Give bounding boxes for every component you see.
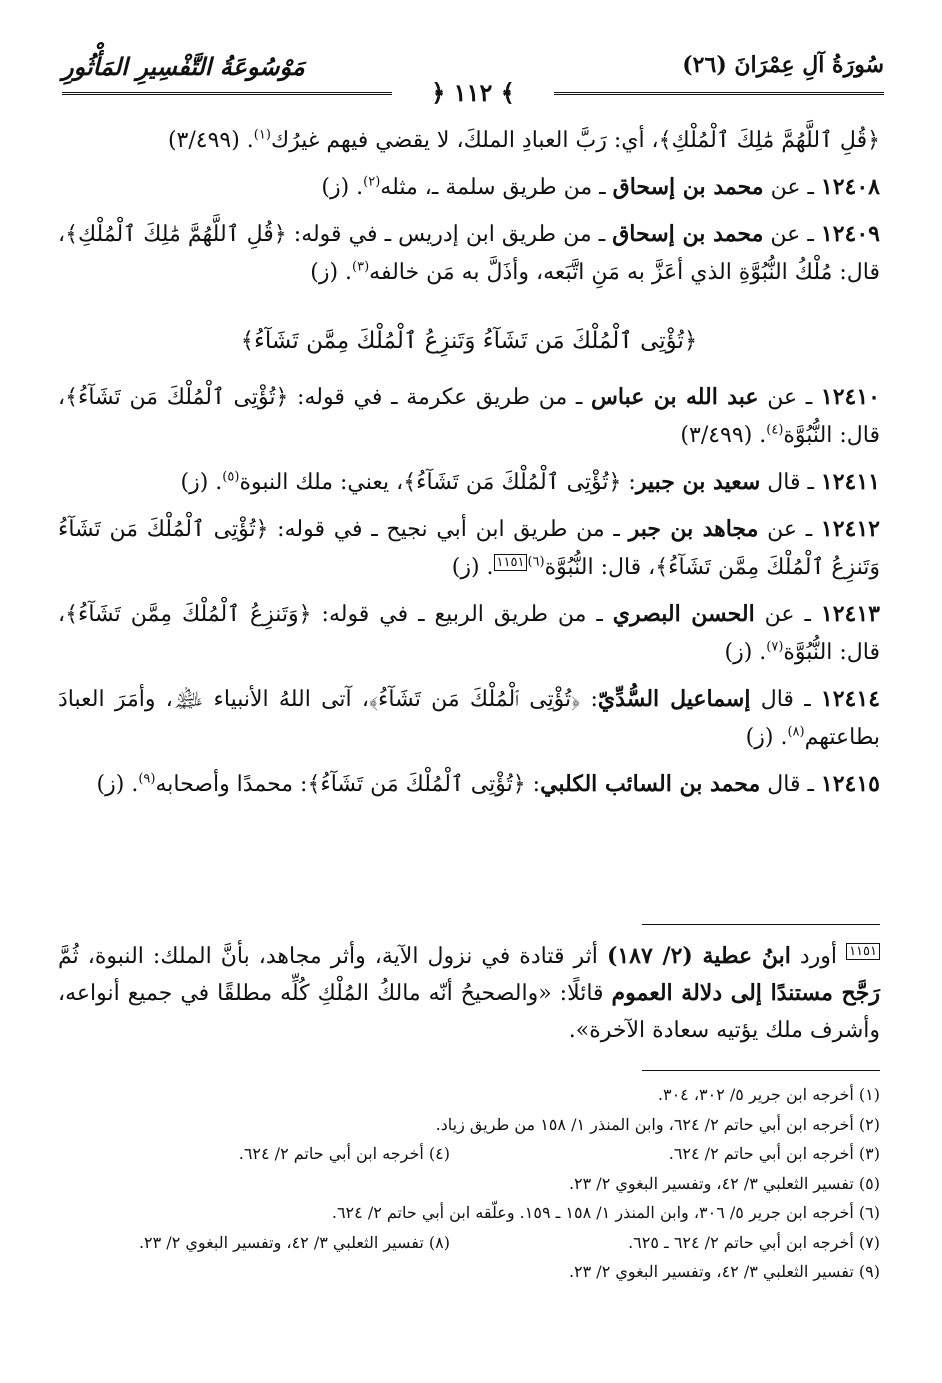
commentary-number: ١١٥١	[846, 943, 880, 960]
entry-text: ، قال: النُّبُوَّة	[544, 555, 656, 580]
book-title: مَوْسُوعَةُ التَّفْسِيرِ المَأْثُورِ	[62, 52, 305, 81]
entry-text: ـ عن	[758, 385, 821, 410]
entry-12411	[58, 463, 880, 502]
entry-text: ـ عن	[754, 602, 821, 627]
footnote-row	[58, 1110, 880, 1140]
entry-text: ـ قال	[750, 687, 821, 712]
commentary-note	[58, 938, 880, 1049]
narrator-name: محمد بن السائب الكلبي	[540, 771, 761, 797]
entry-number: ١٢٤٠٩	[820, 221, 880, 247]
commentary-divider	[642, 924, 880, 925]
entry-text: ـ عن	[758, 517, 821, 542]
volume-reference: . (٣/٤٩٩)	[167, 128, 254, 153]
entry-text: ، قال: النُّبُوَّة	[58, 385, 880, 448]
footnote-marker: (٨)	[787, 724, 805, 740]
narrator-name: الحسن البصري	[612, 601, 755, 627]
quran-verse: ﴿تُؤْتِى ٱلْمُلْكَ مَن تَشَآءُ﴾	[65, 385, 289, 410]
narrator-name: محمد بن إسحاق	[612, 174, 764, 200]
entry-text: ـ من طريق سلمة ـ، مثله	[380, 175, 613, 200]
verse-section-heading: ﴿تُؤْتِى ٱلْمُلْكَ مَن تَشَآءُ وَتَنزِعُ ٱلْمُلْكَ مِمَّن تَشَآءُ﴾	[240, 328, 698, 354]
footnote-marker: (٧)	[766, 639, 784, 655]
entry-12413	[58, 595, 880, 672]
entry-end: . (ز)	[310, 260, 353, 285]
entry-number: ١٢٤١٢	[820, 516, 880, 542]
entry-text: ـ عن	[763, 222, 821, 247]
entry-number: ١٢٤١١	[820, 469, 880, 495]
footnote-row	[58, 1139, 880, 1169]
entry-text: :	[580, 687, 598, 712]
entry-text: ، قال: النُّبُوَّة	[58, 602, 880, 665]
quran-verse: ﴿تُؤْتِى ٱلْمُلْكَ مَن تَشَآءُ﴾	[307, 772, 526, 797]
footnote-marker: (٦)	[527, 554, 545, 570]
entry-text: ، قال: مُلْكُ النُّبُوَّةِ الذي أعَزَّ به مَنِ اتَّبَعه، وأذَلَّ به مَن خالفه	[58, 222, 880, 285]
narrator-name: محمد بن إسحاق	[612, 221, 764, 247]
note-text: أورد	[790, 944, 847, 969]
narrator-name: إسماعيل السُّدِّيّ	[597, 686, 751, 712]
footnote-marker: (٤)	[766, 422, 784, 438]
footnote-6: (٦) أخرجه ابن جرير ٥/ ٣٠٦، وابن المنذر ١/ ١٥٨ ـ ١٥٩. وعلّقه ابن أبي حاتم ٢/ ٦٢٤.	[331, 1203, 880, 1222]
quran-verse: ﴿قُلِ ٱللَّهُمَّ مَٰلِكَ ٱلْمُلْكِ﴾	[65, 222, 287, 247]
footnote-marker: (٢)	[363, 174, 381, 190]
entry-12412	[58, 510, 880, 587]
entry-text: :	[621, 470, 636, 495]
page-number: ﴾ ١١٢ ﴿	[423, 78, 523, 107]
footnote-row	[58, 1080, 880, 1110]
narrator-name: عبد الله بن عباس	[591, 384, 759, 410]
volume-reference: . (٣/٤٩٩)	[680, 423, 767, 448]
entry-12410	[58, 378, 880, 455]
note-bold-text: رَجَّح مستندًا إلى دلالة العموم	[611, 980, 880, 1006]
quran-verse: ﴿تُؤْتِى ٱلْمُلْكَ مَن تَشَآءُ﴾	[369, 687, 581, 712]
entry-end: . (ز)	[321, 175, 364, 200]
note-text: أثر قتادة في نزول الآية، وأثر مجاهد، بأنَّ الملك: النبوة، ثُمَّ	[58, 944, 607, 969]
entry-text: ـ من طريق عكرمة ـ في قوله:	[288, 385, 592, 410]
header-rule-right	[554, 92, 884, 95]
entry-text: ـ قال	[760, 470, 821, 495]
entry-end: . (ز)	[745, 725, 788, 750]
quran-verse: ﴿وَتَنزِعُ ٱلْمُلْكَ مِمَّن تَشَآءُ﴾	[65, 602, 312, 627]
entry-number: ١٢٤١٥	[820, 771, 880, 797]
footnote-marker: (٩)	[138, 771, 156, 787]
entry-number: ١٢٤١٠	[820, 384, 880, 410]
entry-number: ١٢٤١٣	[820, 601, 880, 627]
footnote-7: (٧) أخرجه ابن أبي حاتم ٢/ ٦٢٤ ـ ٦٢٥.	[628, 1232, 880, 1252]
footnote-marker: (١)	[253, 127, 271, 143]
footnote-row	[58, 1169, 880, 1199]
entry-number: ١٢٤١٤	[820, 686, 881, 712]
quran-verse: ﴿تُؤْتِى ٱلْمُلْكَ مَن تَشَآءُ﴾	[403, 470, 622, 495]
footnote-row	[58, 1198, 880, 1228]
entry-text: :	[525, 772, 541, 797]
entry-12415	[58, 765, 880, 804]
footnotes	[58, 1080, 880, 1287]
entry-text: ـ من طريق ابن إدريس ـ في قوله:	[286, 222, 613, 247]
entry-12408	[58, 168, 880, 207]
narrator-name: سعيد بن جبير	[635, 469, 761, 495]
intro-paragraph	[58, 122, 880, 160]
main-text	[58, 122, 880, 812]
footnote-8: (٨) تفسير الثعلبي ٣/ ٤٢، وتفسير البغوي ٢/ ٢٣.	[138, 1232, 450, 1252]
entry-text: : محمدًا وأصحابه	[155, 772, 308, 797]
footnote-9: (٩) تفسير الثعلبي ٣/ ٤٢، وتفسير البغوي ٢/ ٢٣.	[568, 1262, 880, 1281]
footnote-row	[58, 1257, 880, 1287]
footnote-marker: (٣)	[352, 259, 370, 275]
entry-text: ، يعني: ملك النبوة	[239, 470, 404, 495]
entry-end: . (ز)	[180, 470, 223, 495]
footnote-5: (٥) تفسير الثعلبي ٣/ ٤٢، وتفسير البغوي ٢/ ٢٣.	[568, 1173, 880, 1193]
footnote-row	[58, 1228, 880, 1258]
footnote-1: (١) أخرجه ابن جرير ٥/ ٣٠٢، ٣٠٤.	[657, 1085, 880, 1104]
narrator-name: مجاهد بن جبر	[628, 516, 759, 542]
note-text: قائلًا: «والصحيحُ أنّه مالكُ المُلْكِ كُلِّه مطلقًا في جميع أنواعه، وأشرف ملك يؤتيه سعادة الآخرة».	[58, 981, 880, 1043]
footnotes-divider	[642, 1070, 880, 1071]
entry-text: ، آتى اللهُ الأنبياء ﵈، وأمَرَ العبادَ بطاعتهم	[58, 687, 880, 750]
entry-text: ـ من طريق ابن أبي نجيح ـ في قوله:	[268, 517, 629, 542]
footnote-marker: (٥)	[222, 469, 240, 485]
entry-end: . (ز)	[96, 772, 139, 797]
entry-end: . (ز)	[451, 555, 494, 580]
entry-12409	[58, 215, 880, 292]
quran-verse: ﴿تُؤْتِى ٱلْمُلْكَ مَن تَشَآءُ وَتَنزِعُ ٱلْمُلْكَ مِمَّن تَشَآءُ﴾	[58, 517, 880, 580]
entry-12414	[58, 680, 880, 757]
note-bold-text: ابنُ عطية (٢/ ١٨٧)	[606, 943, 791, 969]
entry-number: ١٢٤٠٨	[820, 174, 880, 200]
footnote-3: (٣) أخرجه ابن أبي حاتم ٢/ ٦٢٤.	[668, 1144, 880, 1163]
running-header	[62, 52, 884, 112]
entry-text: ـ قال	[760, 772, 821, 797]
surah-title: سُورَةُ آلِ عِمْرَانَ (٢٦)	[682, 52, 884, 78]
entry-text: ، أي: رَبَّ العبادِ الملكَ، لا يقضي فيهم غيرُك	[270, 128, 659, 153]
quran-verse: ﴿قُلِ ٱللَّهُمَّ مَٰلِكَ ٱلْمُلْكِ﴾	[658, 128, 880, 153]
entry-end: . (ز)	[724, 640, 767, 665]
footnote-2: (٢) أخرجه ابن أبي حاتم ٢/ ٦٢٤، وابن المنذر ١/ ١٥٨ من طريق زياد.	[435, 1114, 880, 1134]
entry-text: ـ عن	[763, 175, 821, 200]
footnote-4: (٤) أخرجه ابن أبي حاتم ٢/ ٦٢٤.	[238, 1144, 450, 1163]
commentary-box-ref: ١١٥١	[494, 554, 528, 571]
entry-text: ـ من طريق الربيع ـ في قوله:	[311, 602, 613, 627]
header-rule-left	[62, 92, 392, 95]
